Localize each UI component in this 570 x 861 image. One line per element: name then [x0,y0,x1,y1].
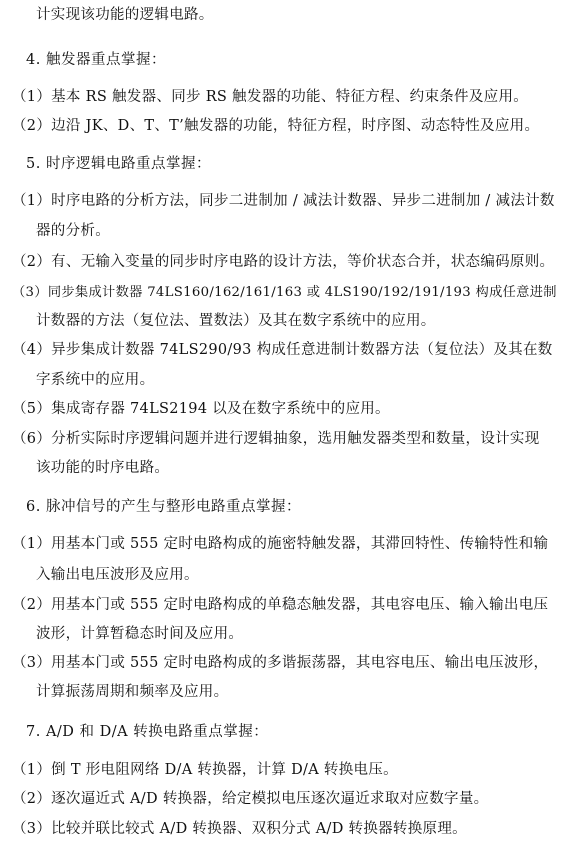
list-item-continuation: 字系统中的应用。 [36,372,155,388]
list-item: （2）用基本门或 555 定时电路构成的单稳态触发器，其电容电压、输入输出电压 [12,597,549,613]
section-heading-7: 7. A/D 和 D/A 转换电路重点掌握： [26,724,269,740]
section-heading-4: 4. 触发器重点掌握： [26,52,166,68]
list-item-continuation: 该功能的时序电路。 [36,460,170,476]
list-item-continuation: 波形，计算暂稳态时间及应用。 [36,626,244,642]
list-item: （4）异步集成计数器 74LS290/93 构成任意进制计数器方法（复位法）及其在数 [12,342,553,358]
list-item: （6）分析实际时序逻辑问题并进行逻辑抽象，选用触发器类型和数量，设计实现 [12,431,540,447]
section-heading-5: 5. 时序逻辑电路重点掌握： [26,156,211,172]
list-item: （2）有、无输入变量的同步时序电路的设计方法，等价状态合并，状态编码原则。 [12,254,555,270]
list-item: （3）比较并联比较式 A/D 转换器、双积分式 A/D 转换器转换原理。 [12,821,467,837]
list-item-continuation: 器的分析。 [36,223,110,239]
list-item: （1）用基本门或 555 定时电路构成的施密特触发器，其滞回特性、传输特性和输 [12,536,549,552]
list-item: （3）用基本门或 555 定时电路构成的多谐振荡器，其电容电压、输出电压波形， [12,655,549,671]
list-item: （1）时序电路的分析方法，同步二进制加 / 减法计数器、异步二进制加 / 减法计数 [12,193,555,209]
section-heading-6: 6. 脉冲信号的产生与整形电路重点掌握： [26,499,301,515]
list-item: （1）倒 T 形电阻网络 D/A 转换器，计算 D/A 转换电压。 [12,762,398,778]
list-item: （3）同步集成计数器 74LS160/162/161/163 或 4LS190/192/191/193 构成任意进制 [12,285,557,300]
list-item-continuation: 入输出电压波形及应用。 [36,567,199,583]
text-line: 计实现该功能的逻辑电路。 [36,7,214,23]
list-item-continuation: 计数器的方法（复位法、置数法）及其在数字系统中的应用。 [36,313,436,329]
list-item-continuation: 计算振荡周期和频率及应用。 [36,684,229,700]
list-item: （2）边沿 JK、D、T、T’触发器的功能，特征方程，时序图、动态特性及应用。 [12,118,540,134]
list-item: （5）集成寄存器 74LS2194 以及在数字系统中的应用。 [12,401,390,417]
list-item: （1）基本 RS 触发器、同步 RS 触发器的功能、特征方程、约束条件及应用。 [12,89,529,105]
list-item: （2）逐次逼近式 A/D 转换器，给定模拟电压逐次逼近求取对应数字量。 [12,791,489,807]
